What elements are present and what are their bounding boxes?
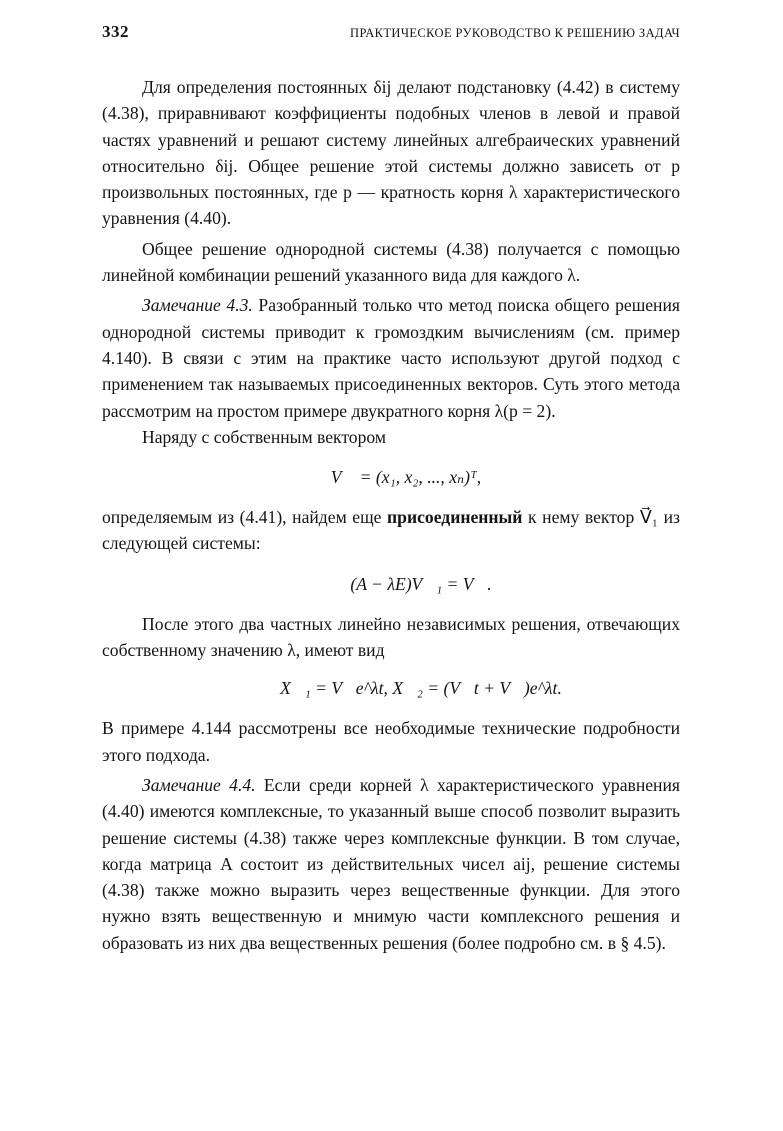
page-content [102,74,680,956]
paragraph-adjoint-vector [102,504,680,557]
page-number: 332 [102,22,129,41]
remark-4-4-label: Замечание 4.4. [142,774,256,795]
remark-4-3-text: Разобранный только что метод поиска общего решения однородной системы приводит к громоздким вычислениям (см. пример 4.140). В связи с этим на практике часто используют другой подход с применением так называемых присоединенных векторов. Суть этого метода рассмотрим на простом примере двукратного корня λ(p = 2). [102,295,680,421]
remark-4-4-text: Если среди корней λ характеристического уравнения (4.40) имеются комплексные, то указанный выше способ позволит выразить решение системы (4.38) также через комплексные функции. В том случае, когда матрица A состоит из действительных чисел aij, решение системы (4.38) также можно выразить через вещественные функции. Для этого нужно взять вещественную и мнимую части комплексного решения и образовать из них два вещественных решения (более подробно см. в § 4.5). [102,774,680,953]
page-header [102,22,680,52]
adjoint-text-start: определяемым из (4.41), найдем еще [102,507,388,528]
running-title: ПРАКТИЧЕСКОЕ РУКОВОДСТВО К РЕШЕНИЮ ЗАДАЧ [350,26,680,40]
book-page [102,22,680,956]
formula-adjoint-system: (A − λE)V⃗₁ = V⃗. [350,573,492,594]
paragraph-constants: Для определения постоянных δij делают подстановку (4.42) в систему (4.38), приравнивают коэффициенты подобных членов в левой и правой частях уравнений и решают систему линейных алгебраических уравнений относительно δij. Общее решение этой системы должно зависеть от p произвольных постоянных, где p — кратность корня λ характеристического уравнения (4.40). [102,77,680,229]
paragraph-general-solution: Общее решение однородной системы (4.38) получается с помощью линейной комбинации решений указанного вида для каждого λ. [102,238,680,286]
formula-solutions: X⃗₁ = V⃗e^λt, X⃗₂ = (V⃗t + V⃗)e^λt. [280,678,562,699]
paragraph-eigenvector-intro: Наряду с собственным вектором [142,426,386,447]
adjoint-text-end: к нему вектор V⃗₁ из следующей системы: [102,507,680,554]
formula-eigenvector: V⃗ = (x₁, x₂, ..., xₙ)ᵀ, [330,467,482,488]
paragraph-particular-solutions: После этого два частных линейно независимых решения, отвечающих собственному значению λ, имеют вид [102,613,680,661]
remark-4-3-label: Замечание 4.3. [142,295,253,316]
remark-4-3 [102,292,680,423]
remark-4-4 [102,772,680,956]
paragraph-example-reference: В примере 4.144 рассмотрены все необходимые технические подробности этого подхода. [102,718,680,765]
adjoint-term: присоединенный [387,507,523,528]
